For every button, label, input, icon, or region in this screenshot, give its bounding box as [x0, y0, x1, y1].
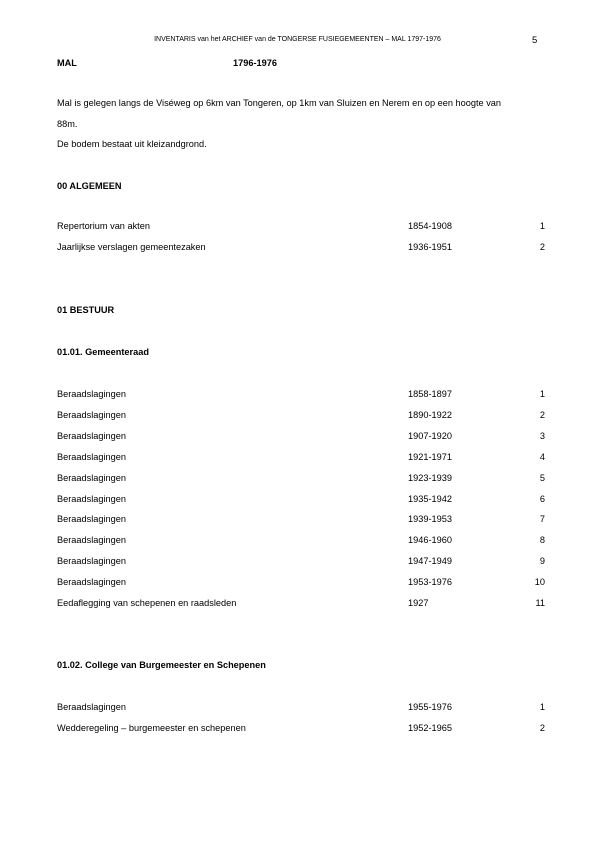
- inventory-number: 5: [539, 472, 545, 483]
- inventory-row: [57, 702, 545, 716]
- intro-line-3: De bodem bestaat uit kleizandgrond.: [57, 139, 207, 149]
- inventory-date: 1955-1976: [408, 702, 452, 712]
- inventory-date: 1946-1960: [408, 535, 452, 546]
- inventory-number: 2: [539, 241, 545, 252]
- inventory-row: [57, 221, 545, 235]
- inventory-title: Jaarlijkse verslagen gemeentezaken: [57, 241, 206, 252]
- inventory-title: Beraadslagingen: [57, 702, 126, 712]
- inventory-row: [57, 577, 545, 591]
- section-heading-bestuur: 01 BESTUUR: [57, 305, 115, 315]
- inventory-title: Beraadslagingen: [57, 472, 126, 483]
- inventory-row: [57, 514, 545, 528]
- inventory-number: 4: [539, 451, 545, 462]
- inventory-number: 1: [539, 221, 545, 231]
- intro-line-2: 88m.: [57, 119, 78, 129]
- inventory-row: [57, 242, 545, 256]
- inventory-row: [57, 535, 545, 549]
- inventory-date: 1952-1965: [408, 722, 452, 733]
- inventory-row: [57, 598, 545, 612]
- inventory-title: Repertorium van akten: [57, 221, 150, 231]
- inventory-number: 2: [539, 722, 545, 733]
- municipality-name: MAL: [57, 58, 77, 68]
- inventory-title: Beraadslagingen: [57, 556, 126, 567]
- section-heading-college: 01.02. College van Burgemeester en Schepenen: [57, 660, 266, 670]
- inventory-row: [57, 452, 545, 466]
- inventory-title: Beraadslagingen: [57, 535, 126, 546]
- municipality-period: 1796-1976: [233, 58, 277, 68]
- inventory-title: Beraadslagingen: [57, 577, 126, 588]
- inventory-title: Beraadslagingen: [57, 409, 126, 420]
- inventory-row: [57, 556, 545, 570]
- inventory-number: 3: [539, 430, 545, 441]
- inventory-title: Beraadslagingen: [57, 389, 126, 399]
- page-number: 5: [532, 35, 538, 46]
- inventory-date: 1921-1971: [408, 451, 452, 462]
- inventory-title: Beraadslagingen: [57, 451, 126, 462]
- inventory-date: 1858-1897: [408, 389, 452, 399]
- inventory-row: [57, 494, 545, 508]
- inventory-row: [57, 473, 545, 487]
- inventory-date: 1935-1942: [408, 493, 452, 504]
- inventory-date: 1854-1908: [408, 221, 452, 231]
- inventory-number: 6: [539, 493, 545, 504]
- inventory-row: [57, 723, 545, 737]
- section-heading-gemeenteraad: 01.01. Gemeenteraad: [57, 347, 149, 357]
- inventory-row: [57, 410, 545, 424]
- inventory-number: 2: [539, 409, 545, 420]
- inventory-date: 1907-1920: [408, 430, 452, 441]
- header-title: INVENTARIS van het ARCHIEF van de TONGERSE FUSIEGEMEENTEN – MAL 1797-1976: [154, 36, 441, 43]
- inventory-number: 8: [539, 535, 545, 546]
- inventory-date: 1890-1922: [408, 409, 452, 420]
- inventory-number: 9: [539, 556, 545, 567]
- inventory-date: 1936-1951: [408, 241, 452, 252]
- inventory-number: 1: [539, 389, 545, 399]
- inventory-row: [57, 431, 545, 445]
- inventory-date: 1953-1976: [408, 577, 452, 588]
- inventory-title: Beraadslagingen: [57, 430, 126, 441]
- inventory-number: 10: [534, 577, 545, 588]
- inventory-date: 1939-1953: [408, 514, 452, 525]
- inventory-title: Eedaflegging van schepenen en raadsleden: [57, 598, 237, 608]
- inventory-number: 1: [539, 702, 545, 712]
- inventory-row: [57, 389, 545, 403]
- section-heading-algemeen: 00 ALGEMEEN: [57, 181, 122, 191]
- inventory-title: Wedderegeling – burgemeester en schepenen: [57, 722, 246, 733]
- inventory-date: 1927: [408, 598, 429, 608]
- inventory-title: Beraadslagingen: [57, 514, 126, 525]
- inventory-number: 11: [535, 598, 545, 608]
- inventory-date: 1923-1939: [408, 472, 452, 483]
- inventory-number: 7: [539, 514, 545, 525]
- inventory-date: 1947-1949: [408, 556, 452, 567]
- inventory-title: Beraadslagingen: [57, 493, 126, 504]
- intro-line-1: Mal is gelegen langs de Viséweg op 6km van Tongeren, op 1km van Sluizen en Nerem en op een hoogte van: [57, 98, 502, 108]
